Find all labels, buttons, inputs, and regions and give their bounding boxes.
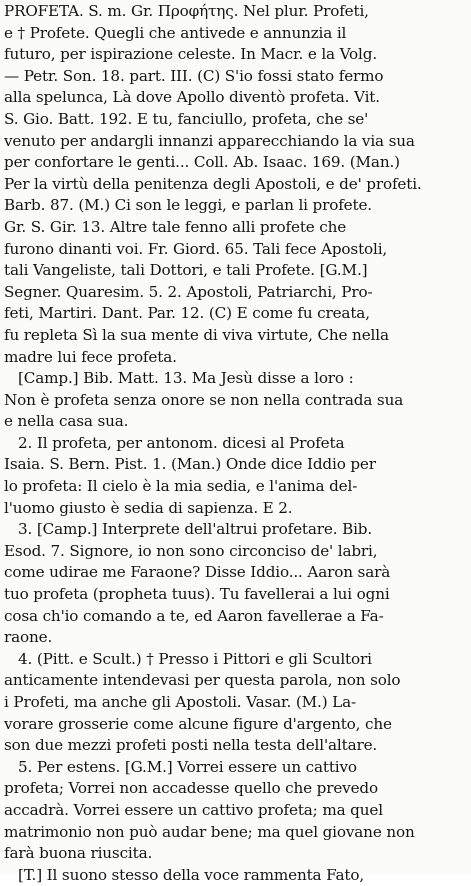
text-line: Gr. S. Gir. 13. Altre tale fenno alli profete che: [4, 217, 347, 236]
text-line: fu repleta Sì la sua mente di viva virtute, Che nella: [4, 325, 389, 344]
text-line: tuo profeta (propheta tuus). Tu favellerai a lui ogni: [4, 585, 390, 604]
text-line: i Profeti, ma anche gli Apostoli. Vasar. (M.) La-: [4, 693, 356, 711]
text-line: Esod. 7. Signore, io non sono circonciso de' labri,: [4, 541, 378, 560]
text-line: PROFETA. S. m. Gr. Προφήτης. Nel plur. Profeti,: [4, 2, 369, 20]
text-line: accadrà. Vorrei essere un cattivo profeta; ma quel: [4, 800, 383, 819]
text-line: — Petr. Son. 18. part. III. (C) S'io fossi stato fermo: [4, 66, 384, 85]
text-line: per confortare le genti... Coll. Ab. Isaac. 169. (Man.): [4, 153, 400, 172]
text-line: Barb. 87. (M.) Ci son le leggi, e parlan li profete.: [4, 196, 372, 215]
text-line: tali Vangeliste, tali Dottori, e tali Profete. [G.M.]: [4, 261, 368, 280]
text-line: raone.: [4, 628, 53, 647]
text-line: feti, Martiri. Dant. Par. 12. (C) E come fu creata,: [4, 304, 370, 323]
text-line: lo profeta: Il cielo è la mia sedia, e l'anima del-: [4, 477, 358, 496]
text-line: profeta; Vorrei non accadesse quello che prevedo: [4, 779, 378, 798]
text-line: 5. Per estens. [G.M.] Vorrei essere un cattivo: [4, 757, 357, 776]
text-line: come udirae me Faraone? Disse Iddio... Aaron sarà: [4, 563, 391, 582]
text-line: cosa ch'io comando a te, ed Aaron favellerae a Fa-: [4, 606, 384, 625]
text-line: Segner. Quaresim. 5. 2. Apostoli, Patriarchi, Pro-: [4, 282, 373, 301]
text-line: 3. [Camp.] Interprete dell'altrui profetare. Bib.: [4, 520, 373, 539]
text-line: furono dinanti voi. Fr. Giord. 65. Tali fece Apostoli,: [4, 239, 388, 258]
text-line: Non è profeta senza onore se non nella contrada sua: [4, 390, 404, 409]
text-line: venuto per andargli innanzi apparecchiando la via sua: [4, 131, 415, 150]
text-line: madre lui fece profeta.: [4, 347, 177, 366]
text-line: futuro, per ispirazione celeste. In Macr. e la Volg.: [4, 45, 378, 64]
text-line: Per la virtù della penitenza degli Apostoli, e de' profeti.: [4, 174, 422, 193]
text-line: S. Gio. Batt. 192. E tu, fanciullo, profeta, che se': [4, 109, 369, 128]
text-line: 2. Il profeta, per antonom. dicesi al Profeta: [4, 433, 345, 452]
text-line: [T.] Il suono stesso della voce rammenta Fato,: [4, 865, 364, 884]
text-line: [Camp.] Bib. Matt. 13. Ma Jesù disse a loro :: [4, 369, 354, 388]
text-line: alla spelunca, Là dove Apollo diventò profeta. Vit.: [4, 88, 380, 107]
text-line: 4. (Pitt. e Scult.) † Presso i Pittori e gli Scultori: [4, 649, 372, 668]
text-line: l'uomo giusto è sedia di sapienza. E 2.: [4, 498, 293, 517]
text-line: e nella casa sua.: [4, 412, 129, 431]
text-line: e † Profete. Quegli che antivede e annunzia il: [4, 23, 347, 42]
text-line: farà buona riuscita.: [4, 844, 153, 863]
dictionary-entry-profeta: [4, 1, 467, 886]
text-line: anticamente intendevasi per questa parola, non solo: [4, 671, 401, 690]
text-line: matrimonio non può audar bene; ma quel giovane non: [4, 822, 415, 841]
text-line: vorare grosserie come alcune figure d'argento, che: [4, 714, 392, 733]
text-line: son due mezzi profeti posti nella testa dell'altare.: [4, 736, 378, 755]
text-line: Isaia. S. Bern. Pist. 1. (Man.) Onde dice Iddio per: [4, 455, 376, 474]
